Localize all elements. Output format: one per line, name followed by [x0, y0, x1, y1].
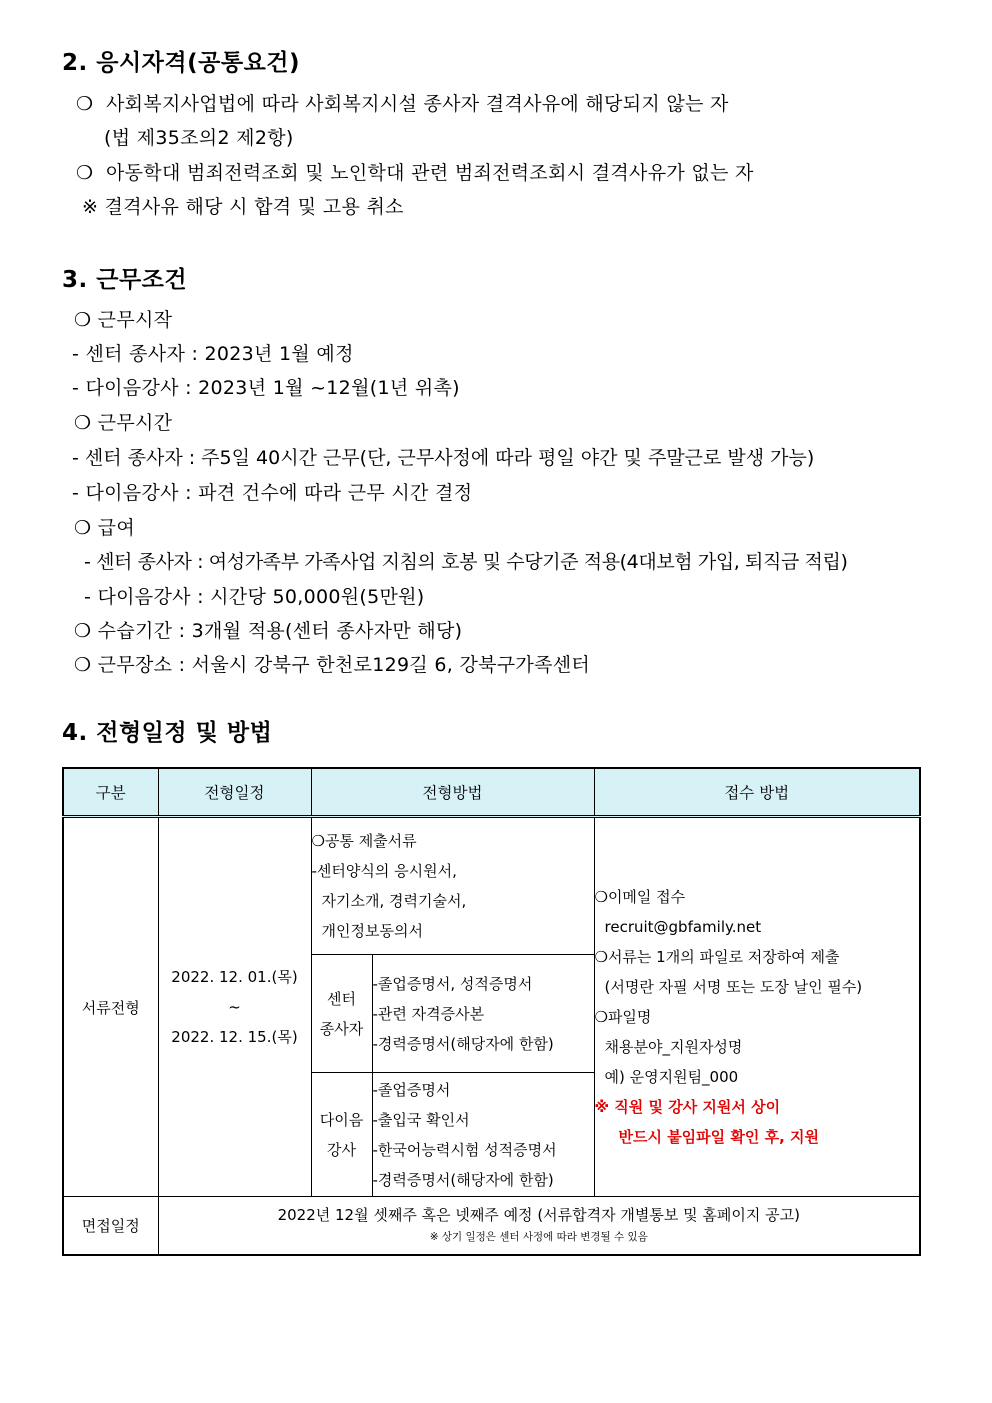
section3-title: 3. 근무조건 [62, 267, 188, 293]
section2-title: 2. 응시자격(공통요건) [62, 50, 301, 76]
section3-line-3: - 다이음강사 : 2023년 1월 ~12월(1년 위촉) [72, 377, 460, 399]
interview-note: ※ 상기 일정은 센터 사정에 따라 변경될 수 있음 [429, 1231, 648, 1244]
section2-item-1: ❍ 사회복지사업법에 따라 사회복지시설 종사자 결격사유에 해당되지 않는 자 [76, 93, 729, 115]
section2-item-2: (법 제35조의2 제2항) [104, 127, 294, 149]
schedule-table [62, 767, 921, 1256]
section4-title: 4. 전형일정 및 방법 [62, 720, 273, 746]
header-schedule: 전형일정 [158, 768, 311, 817]
table-header-row [63, 768, 920, 817]
receipt-warning: ※ 직원 및 강사 지원서 상이 [594, 1098, 781, 1116]
staff-label: 센터 종사자 [311, 955, 372, 1073]
section2-note: ※ 결격사유 해당 시 합격 및 고용 취소 [82, 196, 404, 218]
section3-line-11: ❍ 근무장소 : 서울시 강북구 한천로129길 6, 강북구가족센터 [74, 654, 591, 676]
table-row [63, 1197, 920, 1255]
section3-line-5: - 센터 종사자 : 주5일 40시간 근무(단, 근무사정에 따라 평일 야간 및 주말근로 발생 가능) [72, 447, 815, 469]
section3-line-1: ❍ 근무시작 [74, 309, 173, 331]
receipt-method: ❍이메일 접수 recruit@gbfamily.net ❍서류는 1개의 파일로 저장하여 제출 (서명란 자필 서명 또는 도장 날인 필수) ❍파일명 채용분야_지원자성명 예) 운영지원팀_000 ※ 직원 및 강사 지원서 상이 반드시 붙임파일 확인 후, 지원 [594, 817, 920, 1197]
section3-line-4: ❍ 근무시간 [74, 412, 173, 434]
category-interview: 면접일정 [63, 1197, 158, 1255]
section3-line-10: ❍ 수습기간 : 3개월 적용(센터 종사자만 해당) [74, 620, 463, 642]
table-row [63, 817, 920, 955]
header-receipt: 접수 방법 [594, 768, 920, 817]
section3-line-9: - 다이음강사 : 시간당 50,000원(5만원) [84, 586, 425, 608]
section2-item-3: ❍ 아동학대 범죄전력조회 및 노인학대 관련 범죄전력조회시 결격사유가 없는 자 [76, 162, 754, 184]
header-category: 구분 [63, 768, 158, 817]
section3-line-7: ❍ 급여 [74, 517, 135, 539]
tutor-label: 다이음 강사 [311, 1073, 372, 1197]
staff-documents: -졸업증명서, 성적증명서 -관련 자격증사본 -경력증명서(해당자에 한함) [372, 955, 594, 1073]
section3-line-2: - 센터 종사자 : 2023년 1월 예정 [72, 343, 354, 365]
section3-line-8: - 센터 종사자 : 여성가족부 가족사업 지침의 호봉 및 수당기준 적용(4대보험 가입, 퇴직금 적립) [84, 551, 848, 573]
category-document-screening: 서류전형 [63, 817, 158, 1197]
tutor-documents: -졸업증명서 -출입국 확인서 -한국어능력시험 성적증명서 -경력증명서(해당자에 한함) [372, 1073, 594, 1197]
header-method: 전형방법 [311, 768, 594, 817]
section3-line-6: - 다이음강사 : 파견 건수에 따라 근무 시간 결정 [72, 482, 473, 504]
email-address: recruit@gbfamily.net [604, 918, 762, 936]
common-documents: ❍공통 제출서류 -센터양식의 응시원서, 자기소개, 경력기술서, 개인정보동의서 [311, 817, 594, 955]
screening-dates: 2022. 12. 01.(목) ~ 2022. 12. 15.(목) [158, 817, 311, 1197]
interview-schedule: 2022년 12월 셋째주 혹은 넷째주 예정 (서류합격자 개별통보 및 홈페이지 공고) ※ 상기 일정은 센터 사정에 따라 변경될 수 있음 [158, 1197, 920, 1255]
